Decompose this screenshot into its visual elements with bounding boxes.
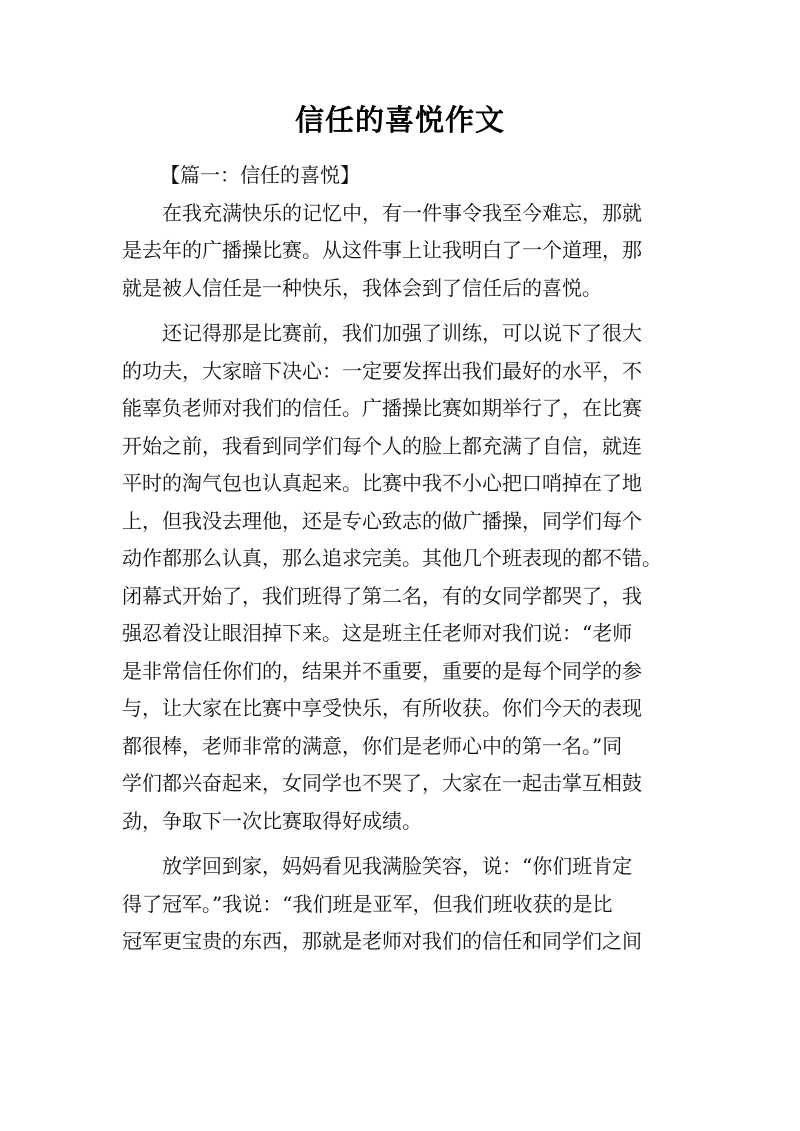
paragraph-2-line-6: 上，但我没去理他，还是专心致志的做广播操，同学们每个: [122, 508, 642, 533]
paragraph-2-line-3: 能辜负老师对我们的信任。广播操比赛如期举行了，在比赛: [122, 396, 642, 420]
paragraph-2-line-11: 与，让大家在比赛中享受快乐，有所收获。你们今天的表现: [122, 696, 642, 720]
section-heading: 【篇一：信任的喜悦】: [160, 163, 360, 187]
paragraph-1-line-1: 在我充满快乐的记忆中，有一件事令我至今难忘，那就: [162, 200, 642, 225]
paragraph-3-line-3: 冠军更宝贵的东西，那就是老师对我们的信任和同学们之间: [122, 929, 642, 953]
paragraph-2-line-13: 学们都兴奋起来，女同学也不哭了，大家在一起击掌互相鼓: [122, 771, 642, 795]
paragraph-2-line-10: 是非常信任你们的，结果并不重要，重要的是每个同学的参: [122, 658, 642, 683]
document-title: 信任的喜悦作文: [294, 103, 505, 137]
paragraph-3-line-2: 得了冠军。”我说：“我们班是亚军，但我们班收获的是比: [122, 891, 613, 916]
paragraph-2-line-4: 开始之前，我看到同学们每个人的脸上都充满了自信，就连: [122, 433, 642, 458]
paragraph-1-line-2: 是去年的广播操比赛。从这件事上让我明白了一个道理，那: [122, 238, 642, 262]
paragraph-2-line-2: 的功夫，大家暗下决心：一定要发挥出我们最好的水平，不: [122, 358, 642, 383]
paragraph-2-line-1: 还记得那是比赛前，我们加强了训练，可以说下了很大: [162, 321, 642, 345]
paragraph-2-line-7: 动作都那么认真，那么追求完美。其他几个班表现的都不错。: [122, 546, 662, 570]
paragraph-2-line-8: 闭幕式开始了，我们班得了第二名，有的女同学都哭了，我: [122, 583, 642, 608]
paragraph-2-line-9: 强忍着没让眼泪掉下来。这是班主任老师对我们说：“老师: [122, 621, 633, 645]
paragraph-2-line-12: 都很棒，老师非常的满意，你们是老师心中的第一名。”同: [122, 733, 623, 758]
paragraph-1-line-3: 就是被人信任是一种快乐，我体会到了信任后的喜悦。: [122, 275, 602, 300]
paragraph-2-line-14: 劲，争取下一次比赛取得好成绩。: [122, 808, 422, 833]
paragraph-2-line-5: 平时的淘气包也认真起来。比赛中我不小心把口哨掉在了地: [122, 471, 642, 495]
document-body: [122, 157, 686, 961]
paragraph-3-line-1: 放学回到家，妈妈看见我满脸笑容，说：“你们班肯定: [162, 854, 633, 878]
